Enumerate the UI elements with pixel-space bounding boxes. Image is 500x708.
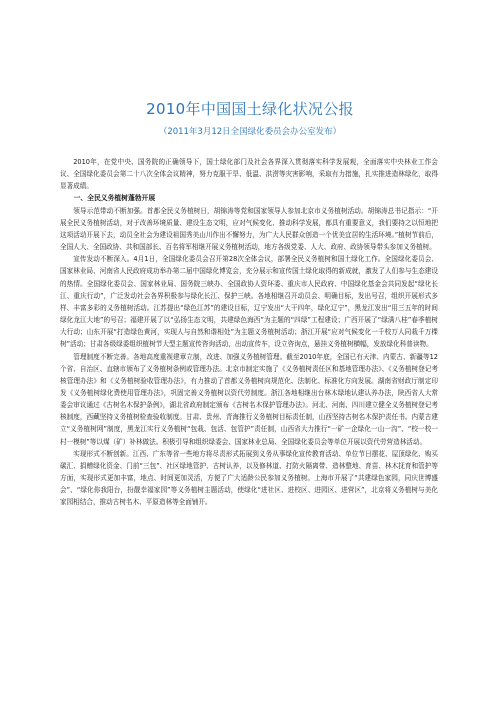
body-paragraph: 宣传发动不断深入。4月1日，全国绿化委员会召开第28次全体会议，部署全民义务植树和国土绿化工作。全国绿化委员会、国家林业局、河南省人民政府成功举办第二届中国绿化博览会，充分展示和宣传国土绿化取得的新成就，激发了人们参与生态建设的热情。全国绿化委员会、国家林业局、国务院三峡办、全国政协人资环委、重庆市人民政府、中国绿化基金会共同发起“绿化长江、重庆行动”，广泛发动社会各界积极参与绿化长江、保护三峡。各地相继召开动员会、明确目标，发出号召，组织开展形式多样、丰富多彩的义务植树活动。江苏提出“绿色江苏”的建设目标，辽宁发出“大干四年，绿化辽宁”，黑龙江发出“用三五年的时间绿化龙江大地”的号召；福建开展了以“弘扬生态文明，共建绿色海西”为主题的“四绿”工程建设；广西开展了“绿满八桂”春季植树大行动；山东开展“打造绿色黄河，实现人与自然和谐相处”为主题义务植树活动；浙江开展“应对气候变化一千校万人同栽千万棵树”活动；甘肃各级绿委组织植树节大型主题宣传咨询活动，出动宣传车，设立咨询点，悬挂义务植树横幅，发放绿化科普读物。 [60, 255, 438, 349]
document-body [60, 156, 438, 509]
document-subtitle: （2011年3月12日全国绿化委员会办公室发布） [158, 127, 342, 137]
body-paragraph: 实现形式不断创新。江西、广东等省一些地方将尽责形式拓展到义务从事绿化宣传教育活动、单位节日摆花、屋顶绿化、购买碳汇、捐赠绿化资金、门前“三包”、社区绿地管护、古树认养，以及修林道、打防火隔离带、造林整地、育苗、林木抚育和管护等方面，实现形式更加丰富，地点、时间更加灵活，方便了广大适龄公民参加义务植树。上海市开展了“共建绿色家园，同庆世博盛会”、“绿化你我阳台，扮靓幸福家园”等义务植树主题活动，使绿化“进社区、进校区、进园区、进营区”，北京将义务植树与美化家园相结合，推动古树名木、平原造林等全面铺开。 [60, 449, 438, 507]
body-paragraph: 领导示范带动不断加强。首都全民义务植树日，胡锦涛等党和国家领导人参加北京市义务植树活动。胡锦涛总书记指示：“开展全民义务植树活动，对于改善环境质量、建设生态文明，应对气候变化、推动科学发展，都具有重要意义，我们要持之以恒地把这项活动开展下去，动员全社会为建设祖国秀美山川作出不懈努力，为广大人民群众创造一个优美宜居的生活环境。”植树节前后，全国人大、全国政协、共和国部长、百名将军相继开展义务植树活动，地方各级党委、人大、政府、政协领导带头参加义务植树。 [60, 206, 438, 252]
intro-paragraph: 2010年，在党中央、国务院的正确领导下，国土绿化部门及社会各界深入贯彻落实科学发展观，全面落实中央林业工作会议、全国绿化委员会第二十八次全体会议精神，努力克服干旱、低温、洪涝等灾害影响，采取有力措施，扎实推进造林绿化，取得显著成绩。 [60, 158, 438, 191]
section-heading: 一、全民义务植树蓬勃开展 [73, 194, 156, 203]
document-title: 2010年中国国土绿化状况公报 [146, 100, 354, 118]
body-paragraph: 管理制度不断完善。各地高度重视建章立制，改进、加强义务植树管理。截至2010年底，全国已有天津、内蒙古、新疆等12个省、自治区、直辖市颁布了义务植树条例或管理办法。北京市制定实施了《义务植树责任区和基地管理办法》、《义务植树登记考核管理办法》和《义务植树验收管理办法》，有力推动了首都义务植树向规范化、法制化、标准化方向发展。湖南省财政厅制定印发《义务植树绿化费使用管理办法》，巩固完善义务植树以资代劳制度。浙江各地相继出台林木绿地认建认养办法，陕西省人大常委会审议通过《古树名木保护条例》，湖北省政府制定颁布《古树名木保护管理办法》。河北、河南、四川建立健全义务植树登记考核制度，西藏坚持义务植树检查验收制度。甘肃、贵州、青海推行义务植树目标责任制，山西坚持古树名木保护责任书。内蒙古建立“义务植树网”制度，黑龙江实行义务植树“包栽、包活、包管护”责任制，山西省大力推行“一矿一企绿化一山一沟”、“校一校一村一模树”等以煤（矿）补林做法。积极引导和组织绿委会、国家林业总局、全国绿化委员会等单位开展以资代劳营造林活动。 [60, 352, 438, 446]
